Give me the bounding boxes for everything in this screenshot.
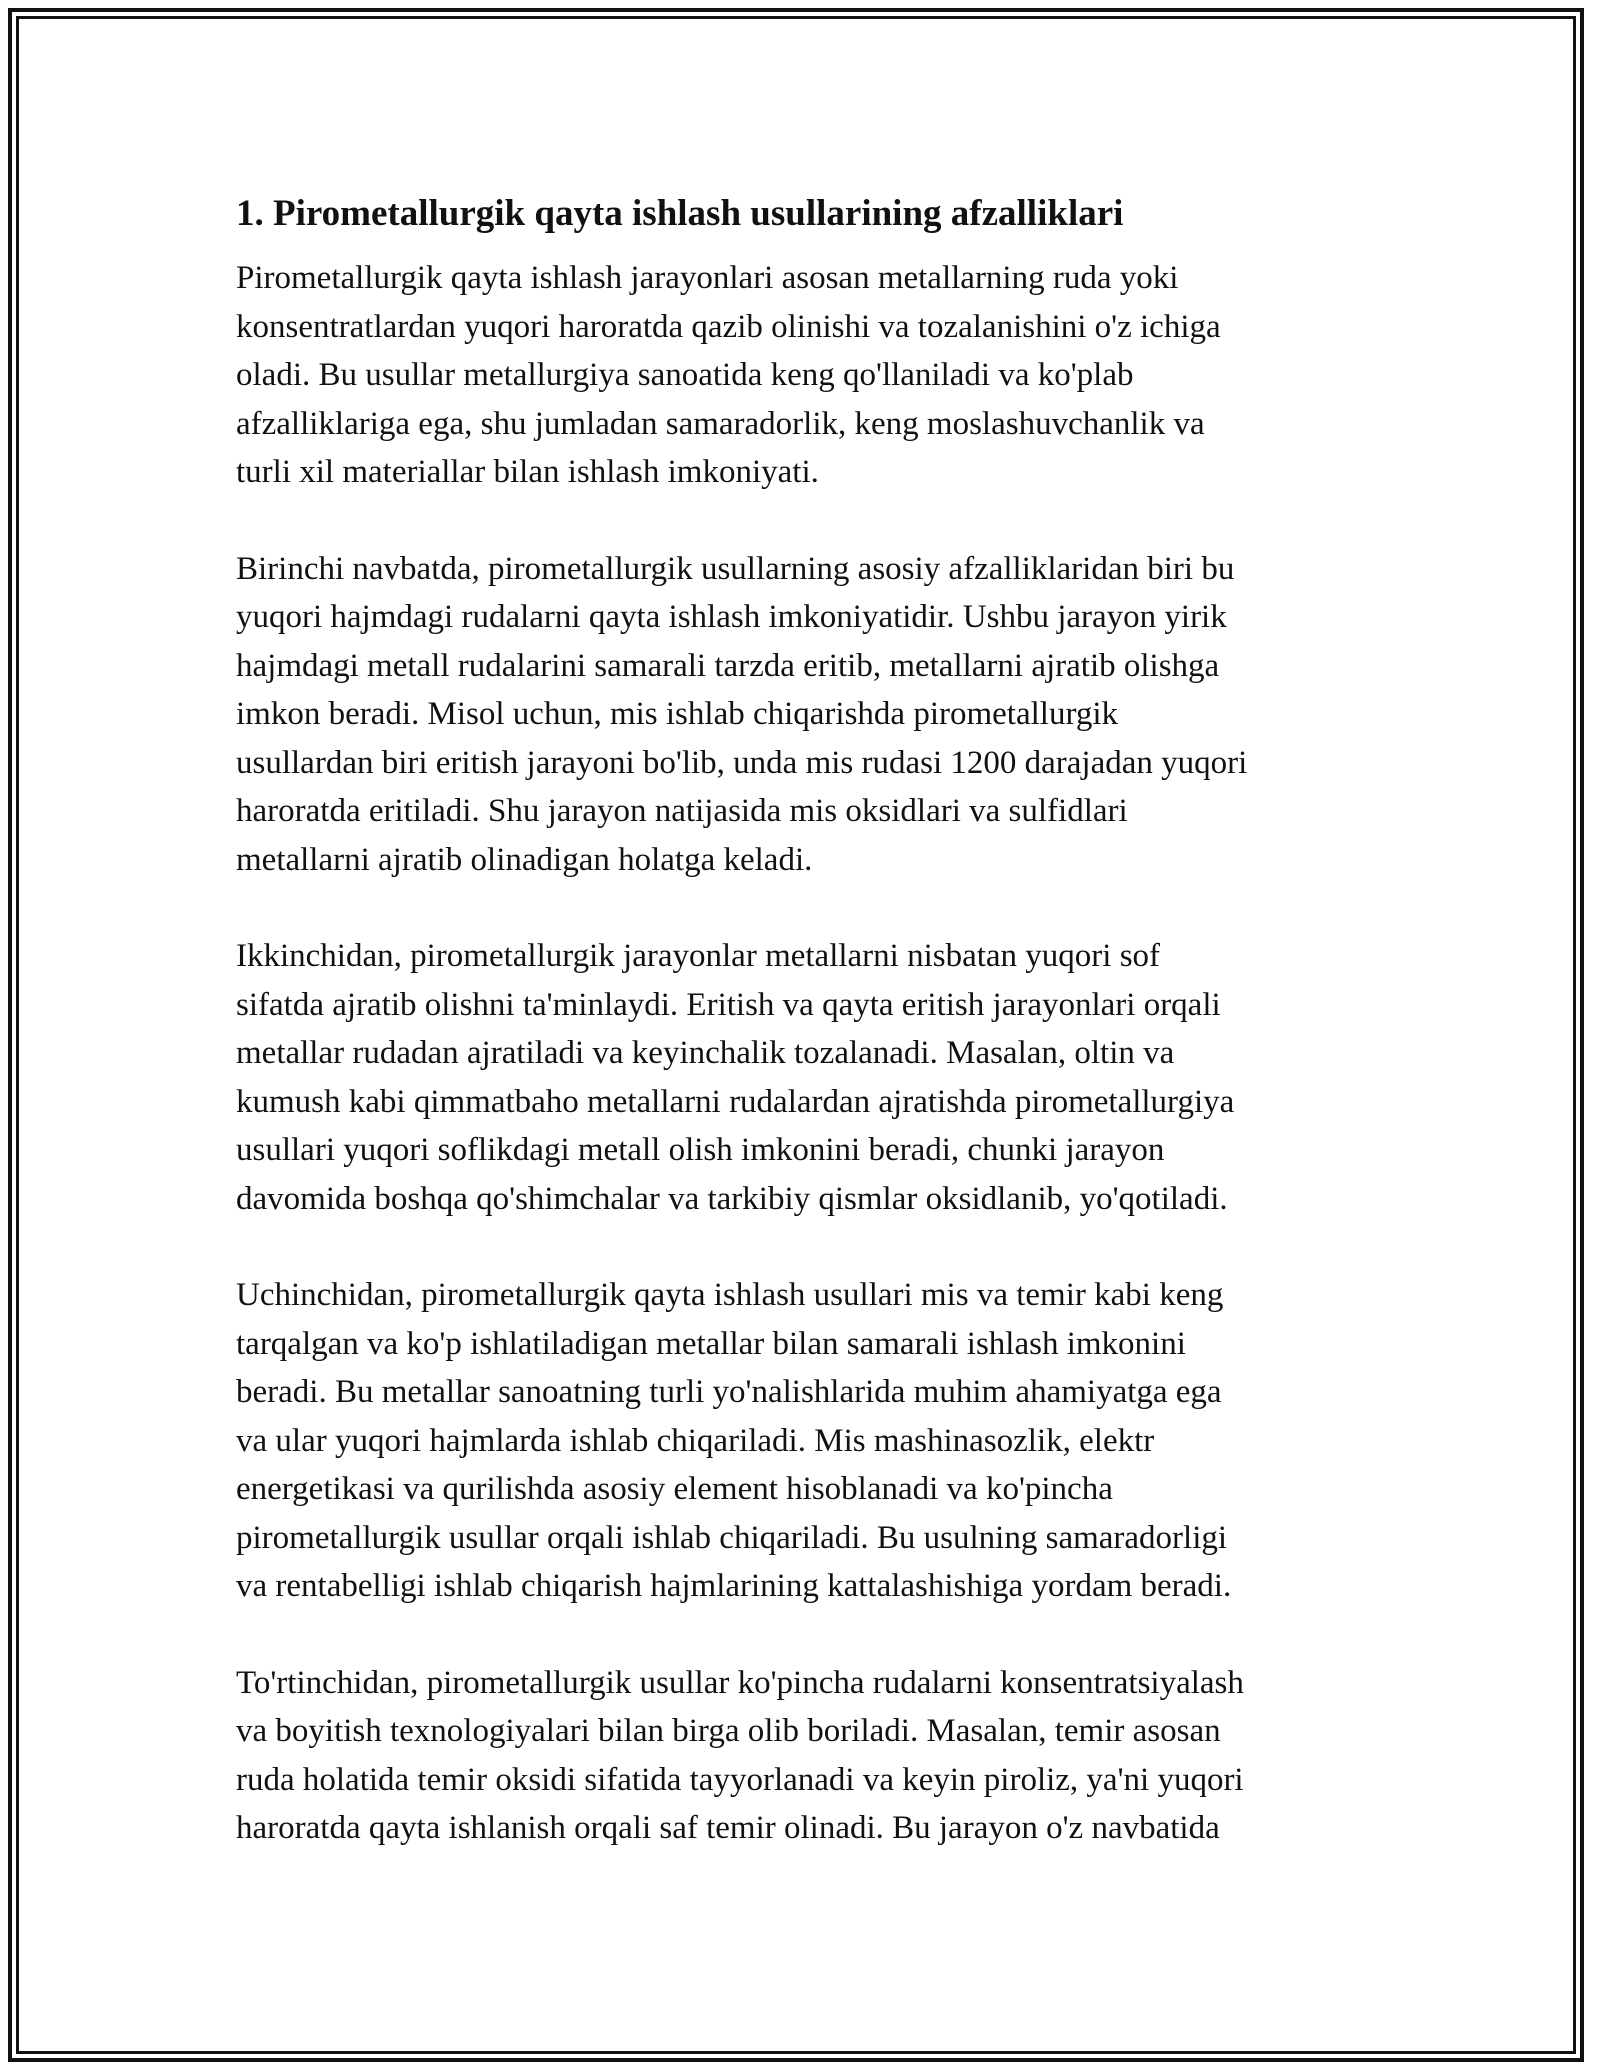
text-line: metallarni ajratib olinadigan holatga keladi.: [236, 841, 813, 878]
paragraph-second: [236, 932, 1376, 1223]
text-line: sifatda ajratib olishni ta'minlaydi. Eritish va qayta eritish jarayonlari orqali: [236, 986, 1221, 1023]
text-line: va boyitish texnologiyalari bilan birga olib boriladi. Masalan, temir asosan: [236, 1713, 1221, 1749]
text-line: turli xil materiallar bilan ishlash imkoniyati.: [236, 454, 819, 490]
text-line: davomida boshqa qo'shimchalar va tarkibiy qismlar oksidlanib, yo'qotiladi.: [236, 1180, 1228, 1217]
text-line: yuqori hajmdagi rudalarni qayta ishlash imkoniyatidir. Ushbu jarayon yirik: [236, 599, 1227, 635]
text-line: oladi. Bu usullar metallurgiya sanoatida keng qo'llaniladi va ko'plab: [236, 357, 1134, 393]
text-line: metallar rudadan ajratiladi va keyinchalik tozalanadi. Masalan, oltin va: [236, 1035, 1175, 1071]
section-heading: 1. Pirometallurgik qayta ishlash usullarining afzalliklari: [236, 193, 1124, 234]
text-line: Uchinchidan, pirometallurgik qayta ishlash usullari mis va temir kabi keng: [236, 1277, 1224, 1313]
paragraph-third: [236, 1271, 1376, 1611]
text-line: afzalliklariga ega, shu jumladan samaradorlik, keng moslashuvchanlik va: [236, 405, 1205, 442]
text-line: usullardan biri eritish jarayoni bo'lib, unda mis rudasi 1200 darajadan yuqori: [236, 744, 1248, 781]
text-line: Birinchi navbatda, pirometallurgik usullarning asosiy afzalliklaridan biri bu: [236, 550, 1235, 587]
text-line: ruda holatida temir oksidi sifatida tayyorlanadi va keyin piroliz, ya'ni yuqori: [236, 1761, 1244, 1798]
text-line: va ular yuqori hajmlarda ishlab chiqariladi. Mis mashinasozlik, elektr: [236, 1422, 1155, 1459]
paragraph-intro: [236, 254, 1376, 497]
text-line: tarqalgan va ko'p ishlatiladigan metallar bilan samarali ishlash imkonini: [236, 1325, 1186, 1362]
text-line: energetikasi va qurilishda asosiy element hisoblanadi va ko'pincha: [236, 1471, 1113, 1507]
text-line: Ikkinchidan, pirometallurgik jarayonlar metallarni nisbatan yuqori sof: [236, 938, 1161, 974]
text-line: To'rtinchidan, pirometallurgik usullar ko'pincha rudalarni konsentratsiyalash: [236, 1664, 1244, 1701]
text-line: va rentabelligi ishlab chiqarish hajmlarining kattalashishiga yordam beradi.: [236, 1568, 1232, 1604]
text-line: haroratda qayta ishlanish orqali saf temir olinadi. Bu jarayon o'z navbatida: [236, 1810, 1220, 1846]
text-line: beradi. Bu metallar sanoatning turli yo'nalishlarida muhim ahamiyatga ega: [236, 1374, 1222, 1410]
document-body: [236, 188, 1376, 1901]
text-line: hajmdagi metall rudalarini samarali tarzda eritib, metallarni ajratib olishga: [236, 647, 1220, 684]
text-line: konsentratlardan yuqori haroratda qazib olinishi va tozalanishini o'z ichiga: [236, 308, 1221, 345]
text-line: kumush kabi qimmatbaho metallarni rudalardan ajratishda pirometallurgiya: [236, 1083, 1235, 1120]
text-line: imkon beradi. Misol uchun, mis ishlab chiqarishda pirometallurgik: [236, 696, 1119, 732]
text-line: pirometallurgik usullar orqali ishlab chiqariladi. Bu usulning samaradorligi: [236, 1519, 1228, 1556]
text-line: Pirometallurgik qayta ishlash jarayonlari asosan metallarning ruda yoki: [236, 260, 1179, 296]
text-line: usullari yuqori soflikdagi metall olish imkonini beradi, chunki jarayon: [236, 1132, 1165, 1168]
paragraph-first: [236, 545, 1376, 885]
text-line: haroratda eritiladi. Shu jarayon natijasida mis oksidlari va sulfidlari: [236, 793, 1128, 829]
paragraph-fourth: [236, 1659, 1376, 1853]
